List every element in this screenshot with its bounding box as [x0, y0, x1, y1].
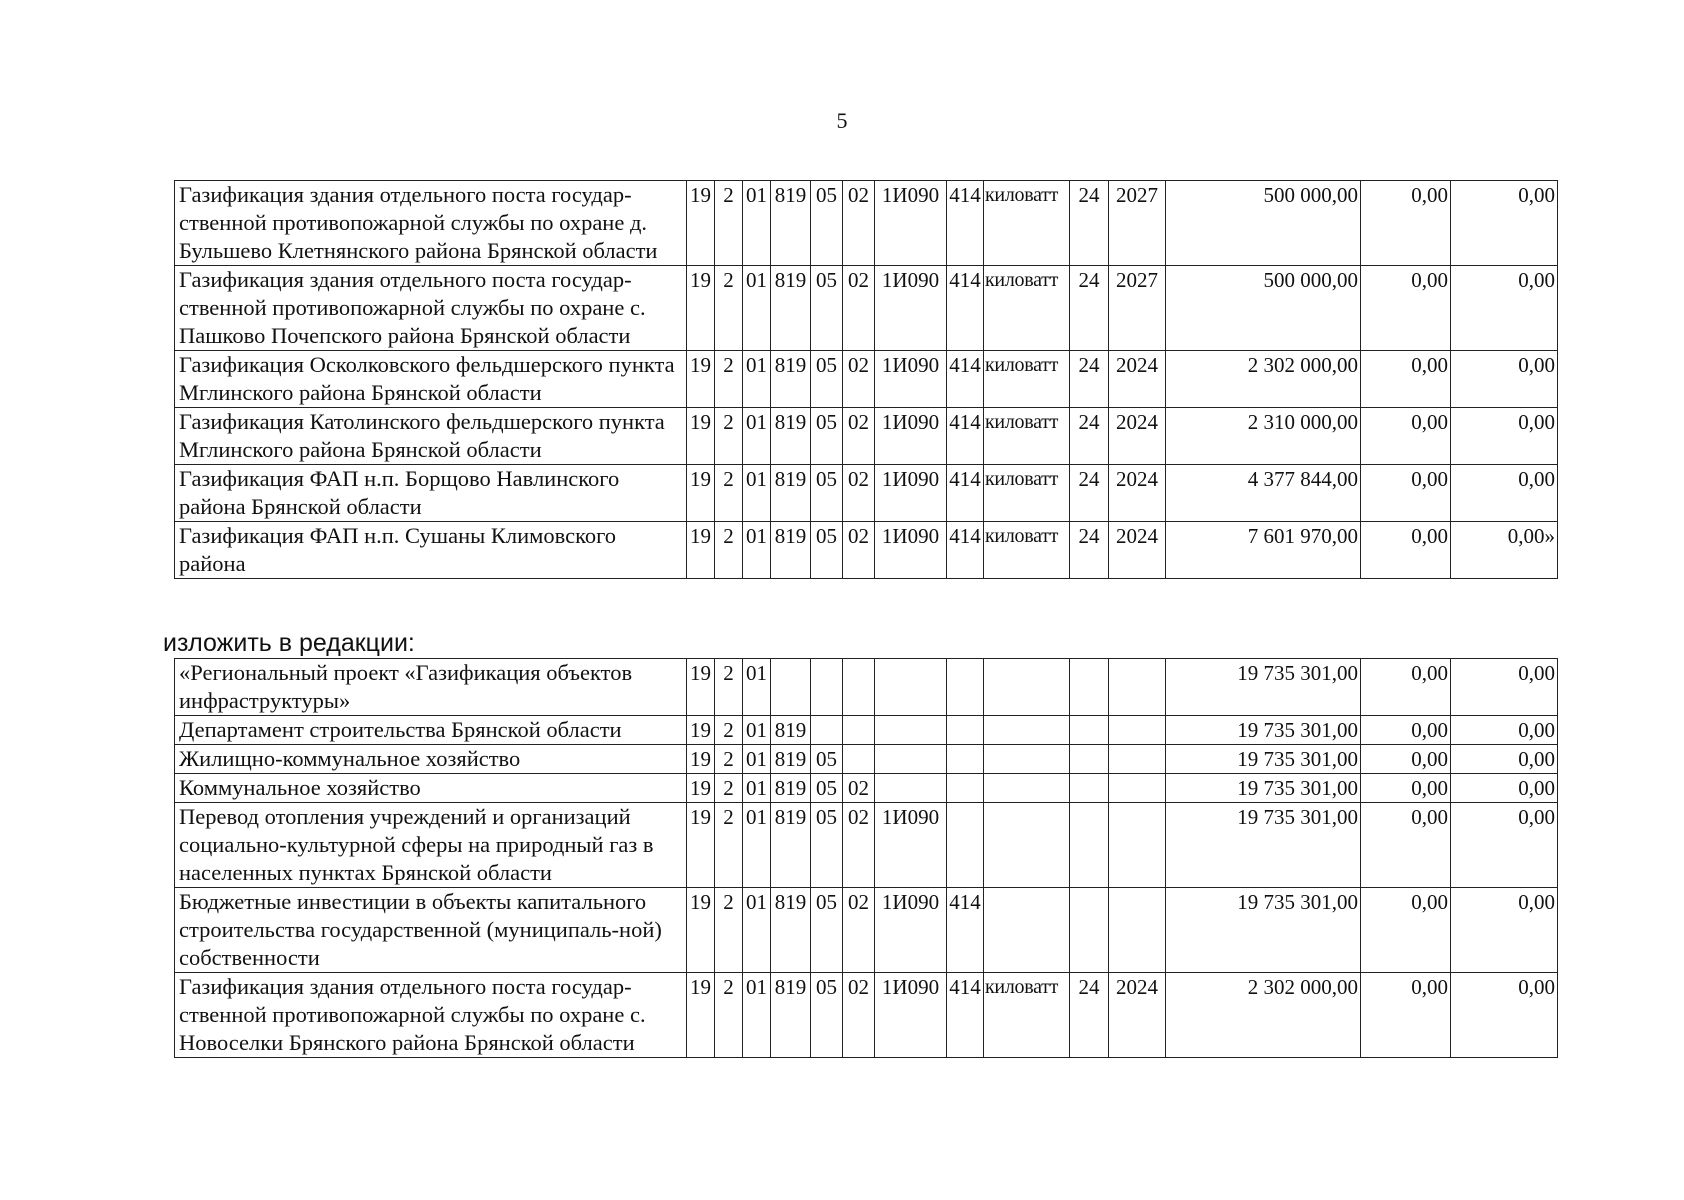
cell-code-program: 19: [687, 408, 715, 465]
cell-code-section: 05: [811, 465, 843, 522]
cell-year: [1109, 745, 1166, 774]
table-row: [175, 973, 1558, 1058]
cell-capacity: 24: [1070, 465, 1109, 522]
cell-code-section: 05: [811, 745, 843, 774]
cell-unit: [984, 774, 1070, 803]
cell-code-direction: [875, 745, 947, 774]
cell-code-project: 01: [743, 181, 771, 266]
table-row: [175, 659, 1558, 716]
cell-amount-3: 0,00: [1451, 888, 1558, 973]
cell-code-subsection: 02: [843, 351, 875, 408]
cell-code-section: 05: [811, 888, 843, 973]
cell-code-subprogram: 2: [715, 266, 743, 351]
cell-code-program: 19: [687, 774, 715, 803]
cell-code-expense-type: [947, 716, 984, 745]
cell-year: [1109, 716, 1166, 745]
cell-unit: киловатт: [984, 465, 1070, 522]
cell-year: [1109, 803, 1166, 888]
cell-year: 2024: [1109, 351, 1166, 408]
cell-code-program: 19: [687, 803, 715, 888]
cell-capacity: 24: [1070, 408, 1109, 465]
cell-name: Коммунальное хозяйство: [175, 774, 687, 803]
cell-amount-3: 0,00: [1451, 803, 1558, 888]
cell-code-gov-admin: 819: [771, 774, 811, 803]
cell-code-subprogram: 2: [715, 351, 743, 408]
cell-amount-3: 0,00: [1451, 716, 1558, 745]
cell-code-project: 01: [743, 522, 771, 579]
cell-code-subprogram: 2: [715, 522, 743, 579]
cell-code-expense-type: [947, 774, 984, 803]
table-row: [175, 888, 1558, 973]
cell-amount-1: 19 735 301,00: [1166, 803, 1361, 888]
cell-code-project: 01: [743, 465, 771, 522]
cell-code-project: 01: [743, 888, 771, 973]
cell-code-gov-admin: 819: [771, 181, 811, 266]
cell-amount-3: 0,00: [1451, 351, 1558, 408]
cell-code-direction: 1И090: [875, 803, 947, 888]
cell-amount-1: 4 377 844,00: [1166, 465, 1361, 522]
cell-capacity: [1070, 888, 1109, 973]
cell-code-program: 19: [687, 266, 715, 351]
cell-code-project: 01: [743, 803, 771, 888]
cell-amount-3: 0,00: [1451, 659, 1558, 716]
cell-amount-1: 19 735 301,00: [1166, 774, 1361, 803]
table-row: [175, 351, 1558, 408]
cell-code-expense-type: 414: [947, 266, 984, 351]
cell-capacity: 24: [1070, 522, 1109, 579]
cell-code-section: 05: [811, 266, 843, 351]
cell-code-subprogram: 2: [715, 465, 743, 522]
cell-code-expense-type: 414: [947, 351, 984, 408]
cell-code-subsection: 02: [843, 522, 875, 579]
cell-amount-2: 0,00: [1361, 522, 1451, 579]
cell-unit: киловатт: [984, 973, 1070, 1058]
cell-name: Газификация Католинского фельдшерского пункта Мглинского района Брянской области: [175, 408, 687, 465]
cell-unit: киловатт: [984, 266, 1070, 351]
cell-code-direction: 1И090: [875, 408, 947, 465]
page-number: 5: [836, 108, 848, 133]
table-row: [175, 716, 1558, 745]
budget-table-new: [174, 658, 1558, 1058]
table-row: [175, 408, 1558, 465]
cell-code-project: 01: [743, 716, 771, 745]
cell-code-program: 19: [687, 659, 715, 716]
cell-code-subsection: 02: [843, 774, 875, 803]
cell-name: Газификация здания отдельного поста государ-ственной противопожарной службы по охране с. Новоселки Брянского района Брянской области: [175, 973, 687, 1058]
cell-code-subsection: 02: [843, 465, 875, 522]
cell-code-gov-admin: 819: [771, 266, 811, 351]
cell-amount-2: 0,00: [1361, 181, 1451, 266]
cell-code-subsection: [843, 745, 875, 774]
cell-year: [1109, 774, 1166, 803]
table-row: [175, 181, 1558, 266]
cell-code-project: 01: [743, 745, 771, 774]
cell-amount-2: 0,00: [1361, 774, 1451, 803]
cell-code-subprogram: 2: [715, 716, 743, 745]
cell-year: 2024: [1109, 465, 1166, 522]
cell-capacity: 24: [1070, 266, 1109, 351]
cell-code-section: 05: [811, 973, 843, 1058]
cell-unit: [984, 888, 1070, 973]
cell-code-expense-type: 414: [947, 888, 984, 973]
cell-year: 2024: [1109, 408, 1166, 465]
cell-code-direction: [875, 774, 947, 803]
cell-code-section: 05: [811, 351, 843, 408]
cell-amount-1: 19 735 301,00: [1166, 745, 1361, 774]
cell-year: 2024: [1109, 522, 1166, 579]
cell-code-direction: 1И090: [875, 522, 947, 579]
cell-code-section: 05: [811, 408, 843, 465]
table-row: [175, 465, 1558, 522]
cell-code-subprogram: 2: [715, 803, 743, 888]
cell-amount-1: 19 735 301,00: [1166, 716, 1361, 745]
cell-code-subsection: 02: [843, 803, 875, 888]
cell-code-subprogram: 2: [715, 181, 743, 266]
cell-code-expense-type: [947, 745, 984, 774]
cell-capacity: 24: [1070, 973, 1109, 1058]
cell-code-project: 01: [743, 351, 771, 408]
cell-code-direction: 1И090: [875, 351, 947, 408]
table-body-old: [175, 181, 1558, 579]
cell-amount-1: 2 310 000,00: [1166, 408, 1361, 465]
cell-code-program: 19: [687, 522, 715, 579]
cell-year: 2027: [1109, 181, 1166, 266]
cell-amount-2: 0,00: [1361, 745, 1451, 774]
cell-unit: киловатт: [984, 522, 1070, 579]
cell-amount-1: 500 000,00: [1166, 181, 1361, 266]
cell-code-program: 19: [687, 745, 715, 774]
cell-code-section: 05: [811, 522, 843, 579]
cell-unit: киловатт: [984, 351, 1070, 408]
cell-code-subsection: [843, 659, 875, 716]
cell-code-gov-admin: 819: [771, 408, 811, 465]
cell-unit: киловатт: [984, 181, 1070, 266]
cell-name: «Региональный проект «Газификация объектов инфраструктуры»: [175, 659, 687, 716]
cell-capacity: [1070, 803, 1109, 888]
cell-amount-3: 0,00: [1451, 266, 1558, 351]
cell-year: [1109, 659, 1166, 716]
cell-amount-1: 19 735 301,00: [1166, 888, 1361, 973]
cell-amount-1: 7 601 970,00: [1166, 522, 1361, 579]
cell-code-project: 01: [743, 266, 771, 351]
cell-amount-2: 0,00: [1361, 803, 1451, 888]
cell-code-gov-admin: 819: [771, 351, 811, 408]
cell-amount-3: 0,00: [1451, 465, 1558, 522]
cell-amount-3: 0,00: [1451, 181, 1558, 266]
cell-code-program: 19: [687, 973, 715, 1058]
cell-amount-1: 500 000,00: [1166, 266, 1361, 351]
cell-code-subsection: 02: [843, 408, 875, 465]
cell-code-program: 19: [687, 351, 715, 408]
cell-year: [1109, 888, 1166, 973]
cell-code-program: 19: [687, 465, 715, 522]
cell-amount-3: 0,00: [1451, 973, 1558, 1058]
cell-name: Газификация здания отдельного поста государ-ственной противопожарной службы по охране д. Бульшево Клетнянского района Брянской области: [175, 181, 687, 266]
cell-code-direction: [875, 659, 947, 716]
cell-name: Газификация Осколковского фельдшерского пункта Мглинского района Брянской области: [175, 351, 687, 408]
cell-code-project: 01: [743, 659, 771, 716]
cell-amount-3: 0,00»: [1451, 522, 1558, 579]
cell-code-section: 05: [811, 181, 843, 266]
cell-amount-1: 19 735 301,00: [1166, 659, 1361, 716]
cell-code-expense-type: 414: [947, 408, 984, 465]
cell-code-gov-admin: 819: [771, 803, 811, 888]
cell-name: Бюджетные инвестиции в объекты капитального строительства государственной (муниципаль-ной) собственности: [175, 888, 687, 973]
cell-amount-2: 0,00: [1361, 408, 1451, 465]
table-row: [175, 745, 1558, 774]
cell-code-direction: 1И090: [875, 266, 947, 351]
cell-amount-3: 0,00: [1451, 745, 1558, 774]
cell-code-gov-admin: 819: [771, 745, 811, 774]
cell-code-expense-type: 414: [947, 181, 984, 266]
cell-code-program: 19: [687, 181, 715, 266]
cell-code-gov-admin: 819: [771, 716, 811, 745]
cell-name: Газификация здания отдельного поста государ-ственной противопожарной службы по охране с. Пашково Почепского района Брянской области: [175, 266, 687, 351]
cell-unit: [984, 659, 1070, 716]
amendment-caption: изложить в редакции:: [163, 629, 415, 657]
cell-year: 2027: [1109, 266, 1166, 351]
cell-code-program: 19: [687, 888, 715, 973]
cell-name: Перевод отопления учреждений и организаций социально-культурной сферы на природный газ в населенных пунктах Брянской области: [175, 803, 687, 888]
cell-code-subprogram: 2: [715, 408, 743, 465]
cell-code-direction: 1И090: [875, 888, 947, 973]
cell-unit: [984, 745, 1070, 774]
cell-code-expense-type: 414: [947, 465, 984, 522]
cell-code-subprogram: 2: [715, 973, 743, 1058]
cell-code-section: [811, 659, 843, 716]
budget-table-old: [174, 180, 1558, 579]
cell-code-gov-admin: 819: [771, 522, 811, 579]
cell-capacity: [1070, 774, 1109, 803]
cell-code-expense-type: 414: [947, 522, 984, 579]
cell-code-direction: 1И090: [875, 973, 947, 1058]
cell-unit: [984, 803, 1070, 888]
cell-code-expense-type: 414: [947, 973, 984, 1058]
cell-code-program: 19: [687, 716, 715, 745]
cell-code-gov-admin: [771, 659, 811, 716]
table-body-new: [175, 659, 1558, 1058]
cell-code-direction: [875, 716, 947, 745]
cell-capacity: [1070, 659, 1109, 716]
cell-code-gov-admin: 819: [771, 973, 811, 1058]
cell-code-subsection: 02: [843, 888, 875, 973]
cell-code-subprogram: 2: [715, 888, 743, 973]
cell-amount-2: 0,00: [1361, 716, 1451, 745]
cell-capacity: [1070, 745, 1109, 774]
cell-amount-1: 2 302 000,00: [1166, 351, 1361, 408]
cell-amount-2: 0,00: [1361, 465, 1451, 522]
cell-amount-3: 0,00: [1451, 408, 1558, 465]
cell-code-subprogram: 2: [715, 745, 743, 774]
cell-code-subsection: 02: [843, 181, 875, 266]
cell-amount-2: 0,00: [1361, 351, 1451, 408]
cell-amount-2: 0,00: [1361, 659, 1451, 716]
cell-name: Департамент строительства Брянской области: [175, 716, 687, 745]
cell-code-gov-admin: 819: [771, 888, 811, 973]
cell-code-project: 01: [743, 408, 771, 465]
cell-name: Жилищно-коммунальное хозяйство: [175, 745, 687, 774]
cell-code-direction: 1И090: [875, 181, 947, 266]
table-row: [175, 266, 1558, 351]
cell-amount-3: 0,00: [1451, 774, 1558, 803]
cell-code-section: 05: [811, 774, 843, 803]
cell-unit: [984, 716, 1070, 745]
cell-unit: киловатт: [984, 408, 1070, 465]
cell-code-section: 05: [811, 803, 843, 888]
cell-code-section: [811, 716, 843, 745]
cell-code-subprogram: 2: [715, 659, 743, 716]
cell-amount-2: 0,00: [1361, 266, 1451, 351]
cell-capacity: [1070, 716, 1109, 745]
cell-capacity: 24: [1070, 181, 1109, 266]
table-row: [175, 774, 1558, 803]
table-row: [175, 803, 1558, 888]
cell-code-subsection: 02: [843, 973, 875, 1058]
cell-code-subsection: [843, 716, 875, 745]
cell-code-expense-type: [947, 659, 984, 716]
cell-year: 2024: [1109, 973, 1166, 1058]
cell-name: Газификация ФАП н.п. Борщово Навлинского района Брянской области: [175, 465, 687, 522]
cell-code-subsection: 02: [843, 266, 875, 351]
cell-code-subprogram: 2: [715, 774, 743, 803]
cell-code-expense-type: [947, 803, 984, 888]
cell-code-direction: 1И090: [875, 465, 947, 522]
cell-name: Газификация ФАП н.п. Сушаны Климовского района: [175, 522, 687, 579]
cell-capacity: 24: [1070, 351, 1109, 408]
cell-code-project: 01: [743, 973, 771, 1058]
cell-code-project: 01: [743, 774, 771, 803]
cell-amount-1: 2 302 000,00: [1166, 973, 1361, 1058]
cell-amount-2: 0,00: [1361, 973, 1451, 1058]
table-row: [175, 522, 1558, 579]
cell-amount-2: 0,00: [1361, 888, 1451, 973]
cell-code-gov-admin: 819: [771, 465, 811, 522]
